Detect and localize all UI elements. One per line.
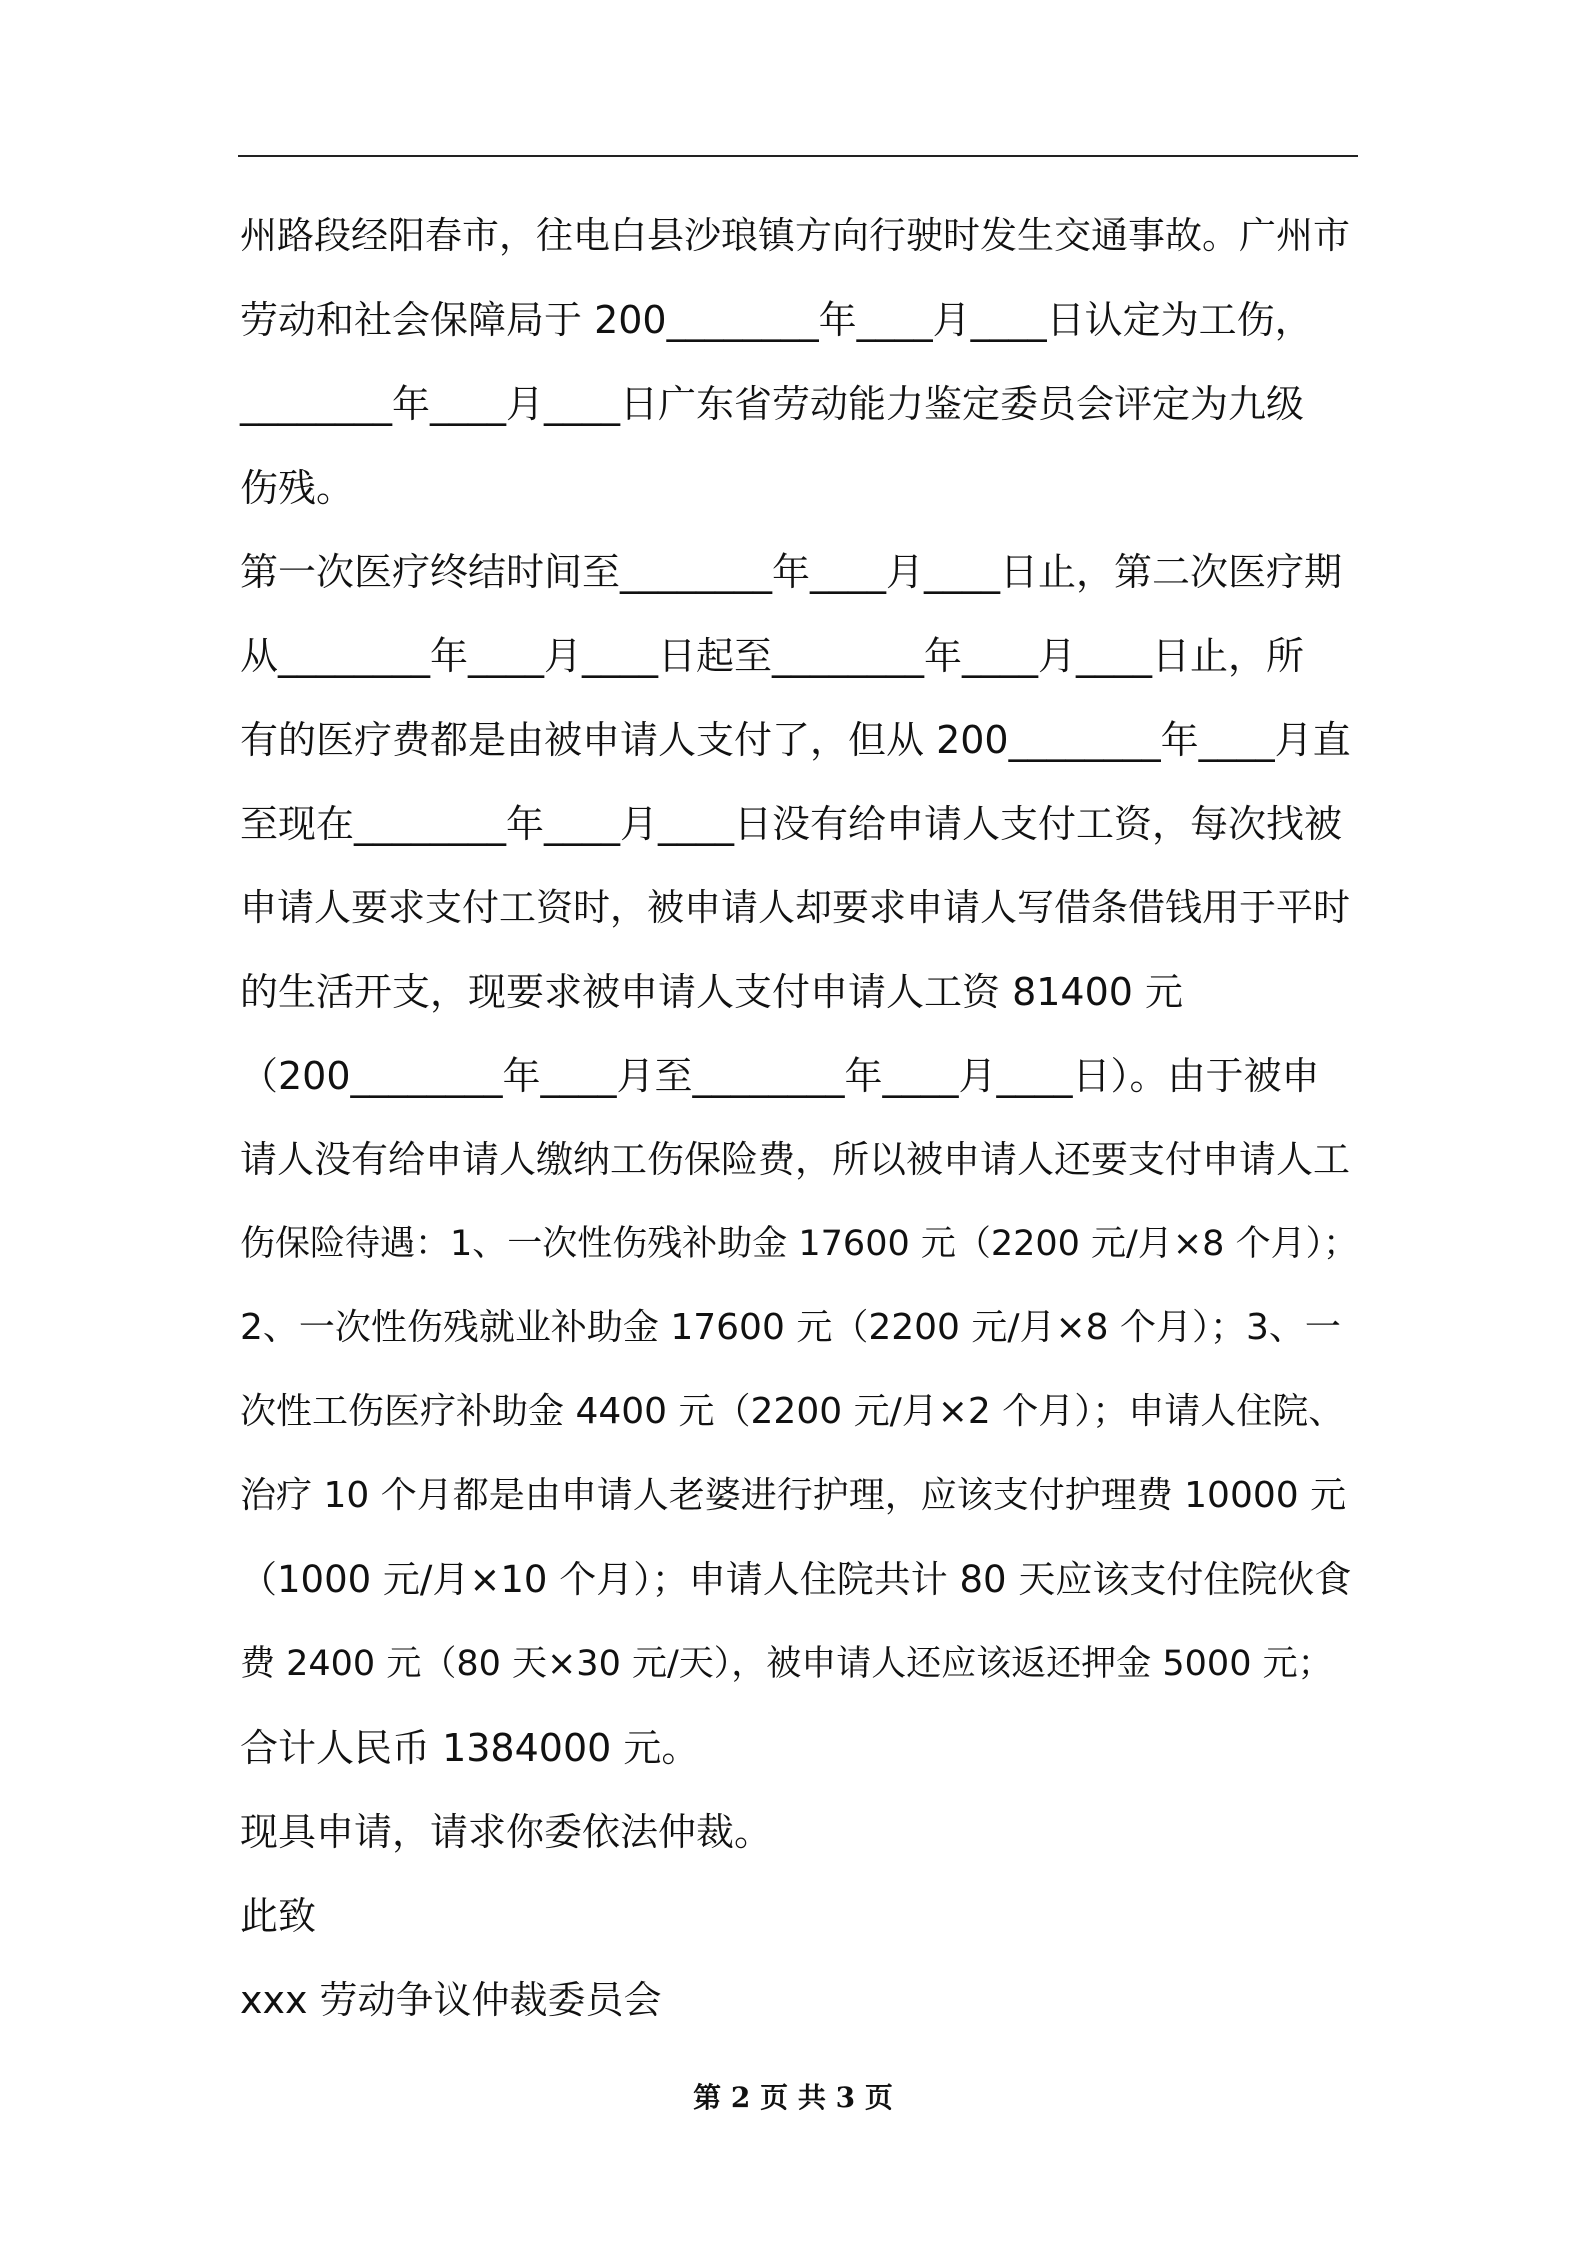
body-line: 2、一次性伤残就业补助金 17600 元（2200 元/月×8 个月）；3、一 [240, 1307, 1341, 1348]
closing-request: 现具申请，请求你委依法仲裁。 [240, 1810, 773, 1854]
body-line: ________年____月____日广东省劳动能力鉴定委员会评定为九级 [240, 382, 1305, 426]
body-line: 治疗 10 个月都是由申请人老婆进行护理，应该支付护理费 10000 元 [240, 1475, 1347, 1516]
body-line: 劳动和社会保障局于 200________年____月____日认定为工伤， [240, 298, 1313, 342]
body-line: 州路段经阳春市，往电白县沙琅镇方向行驶时发生交通事故。广州市 [240, 214, 1350, 257]
body-line: 伤残。 [240, 466, 355, 510]
body-line: 有的医疗费都是由被申请人支付了，但从 200________年____月直 [240, 718, 1351, 762]
body-line: 费 2400 元（80 天×30 元/天），被申请人还应该返还押金 5000 元； [240, 1644, 1333, 1684]
body-line: 从________年____月____日起至________年____月____日止，所 [240, 634, 1305, 678]
header-rule [238, 155, 1358, 157]
body-line: （200________年____月至________年____月____日）。由于被申 [240, 1054, 1320, 1098]
body-line: 伤保险待遇：1、一次性伤残补助金 17600 元（2200 元/月×8 个月）； [240, 1224, 1359, 1264]
body-line: 合计人民币 1384000 元。 [240, 1726, 700, 1770]
body-line: 申请人要求支付工资时，被申请人却要求申请人写借条借钱用于平时 [240, 886, 1350, 929]
body-line: 次性工伤医疗补助金 4400 元（2200 元/月×2 个月）；申请人住院、 [240, 1391, 1345, 1432]
page-number: 第 2 页 共 3 页 [693, 2081, 893, 2114]
document-body [240, 194, 1358, 2042]
salutation: 此致 [240, 1894, 317, 1938]
addressee: xxx 劳动争议仲裁委员会 [240, 1978, 662, 2022]
body-line: 的生活开支，现要求被申请人支付申请人工资 81400 元 [240, 970, 1184, 1014]
body-line: 请人没有给申请人缴纳工伤保险费，所以被申请人还要支付申请人工 [240, 1138, 1350, 1181]
body-line: 至现在________年____月____日没有给申请人支付工资，每次找被 [240, 802, 1343, 846]
body-line: 第一次医疗终结时间至________年____月____日止，第二次医疗期 [240, 550, 1343, 594]
body-line: （1000 元/月×10 个月）；申请人住院共计 80 天应该支付住院伙食 [240, 1558, 1352, 1601]
